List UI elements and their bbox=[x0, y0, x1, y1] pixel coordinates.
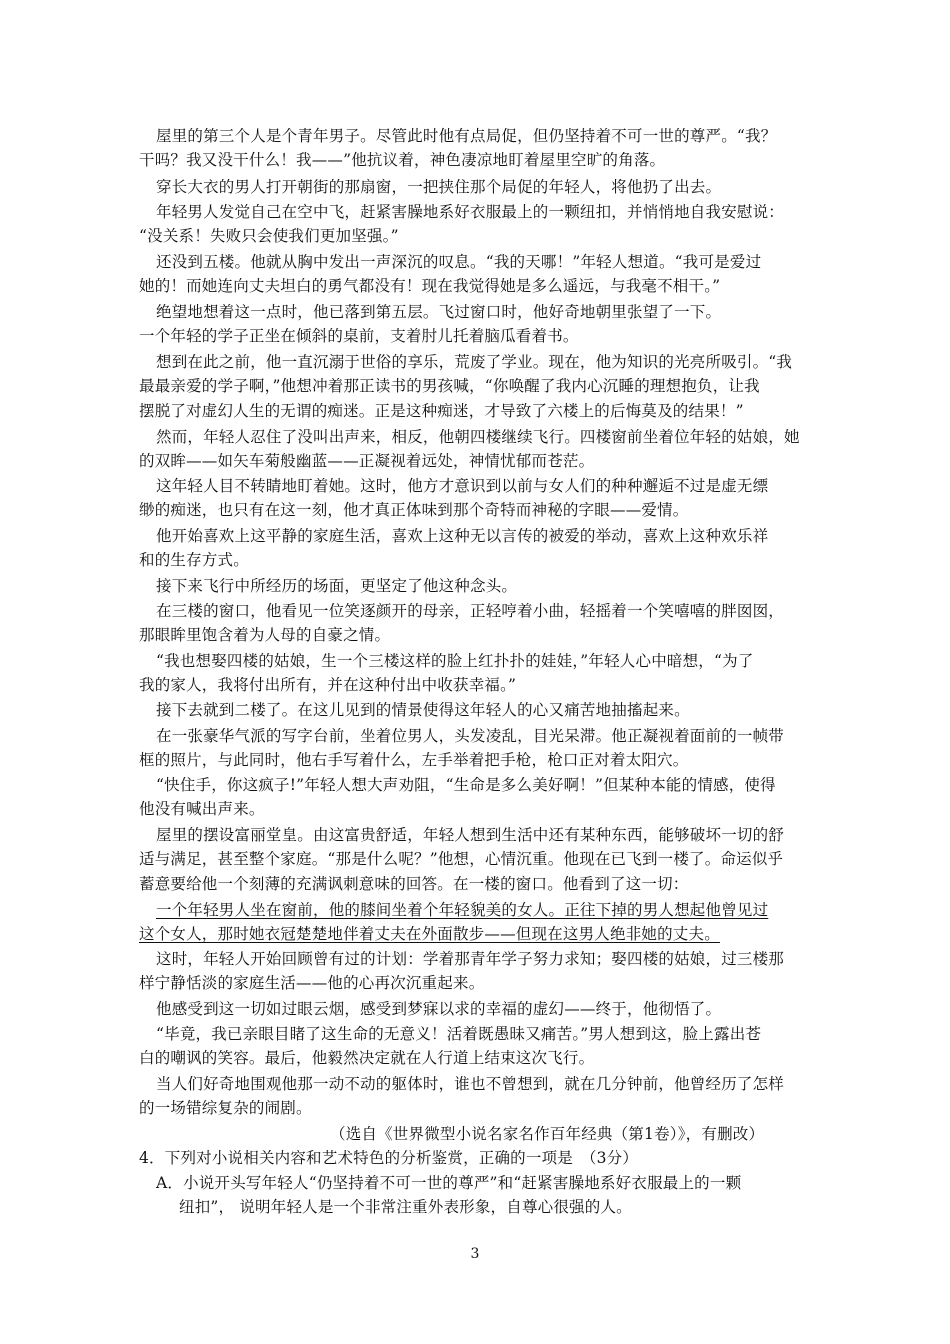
text-line: 屋里的第三个人是个青年男子。尽管此时他有点局促，但仍坚持着不可一世的尊严。“我？ bbox=[156, 127, 777, 145]
text-line: “毕竟，我已亲眼目睹了这生命的无意义！活着既愚昧又痛苦。”男人想到这，脸上露出苍 bbox=[156, 1025, 762, 1043]
question-4: 4．下列对小说相关内容和艺术特色的分析鉴赏，正确的一项是 （3分） bbox=[139, 1149, 639, 1167]
text-line: 穿长大衣的男人打开朝街的那扇窗，一把挟住那个局促的年轻人，将他扔了出去。 bbox=[156, 178, 722, 196]
text-line: 在三楼的窗口，他看见一位笑逐颜开的母亲，正轻哼着小曲，轻摇着一个笑嘻嘻的胖囡囡， bbox=[156, 602, 785, 620]
text-line: 摆脱了对虚幻人生的无谓的痴迷。正是这种痴迷，才导致了六楼上的后悔莫及的结果！” bbox=[139, 402, 744, 420]
option-a-continued: 纽扣”， 说明年轻人是一个非常注重外表形象，自尊心很强的人。 bbox=[179, 1198, 632, 1216]
text-line: 他感受到这一切如过眼云烟，感受到梦寐以求的幸福的虚幻——终于，他彻悟了。 bbox=[156, 1000, 722, 1018]
text-line: 他没有喊出声来。 bbox=[139, 800, 265, 818]
text-line: 白的嘲讽的笑容。最后，他毅然决定就在人行道上结束这次飞行。 bbox=[139, 1049, 595, 1067]
text-line: 干吗？我又没干什么！我——”他抗议着，神色凄凉地盯着屋里空旷的角落。 bbox=[139, 151, 666, 169]
text-line: 还没到五楼。他就从胸中发出一声深沉的叹息。“我的天哪！”年轻人想道。“我可是爱过 bbox=[156, 253, 762, 271]
text-line: 接下去就到二楼了。在这儿见到的情景使得这年轻人的心又痛苦地抽搐起来。 bbox=[156, 701, 690, 719]
text-line: 蓄意要给他一个刻薄的充满讽刺意味的回答。在一楼的窗口。他看到了这一切： bbox=[139, 875, 689, 893]
text-line: “我也想娶四楼的姑娘，生一个三楼这样的脸上红扑扑的娃娃，”年轻人心中暗想，“为了 bbox=[156, 652, 754, 670]
text-line: 适与满足，甚至整个家庭。“那是什么呢？”他想，心情沉重。他现在已飞到一楼了。命运似乎 bbox=[139, 850, 784, 868]
text-line: 在一张豪华气派的写字台前，坐着位男人，头发凌乱，目光呆滞。他正凝视着面前的一帧带 bbox=[156, 727, 785, 745]
text-line: 然而，年轻人忍住了没叫出声来，相反，他朝四楼继续飞行。四楼窗前坐着位年轻的姑娘，她 bbox=[156, 428, 800, 446]
text-line: 的双眸——如矢车菊般幽蓝——正凝视着远处，神情忧郁而苍茫。 bbox=[139, 452, 595, 470]
text-line: 的一场错综复杂的闹剧。 bbox=[139, 1099, 312, 1117]
text-line: 他开始喜欢上这平静的家庭生活，喜欢上这种无以言传的被爱的举动，喜欢上这种欢乐祥 bbox=[156, 527, 769, 545]
page-number: 3 bbox=[470, 1246, 480, 1262]
text-line: 她的！而她连向丈夫坦白的勇气都没有！现在我觉得她是多么遥远，与我毫不相干。” bbox=[139, 277, 721, 295]
text-line: 那眼眸里饱含着为人母的自豪之情。 bbox=[139, 626, 391, 644]
text-line: 我的家人，我将付出所有，并在这种付出中收获幸福。” bbox=[139, 676, 517, 694]
underlined-text-line: 一个年轻男人坐在窗前，他的膝间坐着个年轻貌美的女人。正往下掉的男人想起他曾见过 bbox=[156, 901, 769, 919]
source-citation: （选自《世界微型小说名家名作百年经典（第1卷）》，有删改） bbox=[330, 1125, 765, 1143]
text-line: 缈的痴迷，也只有在这一刻，他才真正体味到那个奇特而神秘的字眼——爱情。 bbox=[139, 501, 689, 519]
text-line: 年轻男人发觉自己在空中飞，赶紧害臊地系好衣服最上的一颗纽扣，并悄悄地自我安慰说： bbox=[156, 203, 785, 221]
text-line: 样宁静恬淡的家庭生活——他的心再次沉重起来。 bbox=[139, 974, 485, 992]
text-line: 这时，年轻人开始回顾曾有过的计划：学着那青年学子努力求知；娶四楼的姑娘，过三楼那 bbox=[156, 950, 785, 968]
text-line: 绝望地想着这一点时，他已落到第五层。飞过窗口时，他好奇地朝里张望了一下。 bbox=[156, 303, 722, 321]
text-line: 框的照片，与此同时，他右手写着什么，左手举着把手枪，枪口正对着太阳穴。 bbox=[139, 751, 689, 769]
text-line: 一个年轻的学子正坐在倾斜的桌前，支着肘儿托着脑瓜看着书。 bbox=[139, 327, 579, 345]
option-a: A．小说开头写年轻人“仍坚持着不可一世的尊严”和“赶紧害臊地系好衣服最上的一颗 bbox=[156, 1174, 742, 1192]
text-line: 屋里的摆设富丽堂皇。由这富贵舒适，年轻人想到生活中还有某种东西，能够破坏一切的舒 bbox=[156, 826, 785, 844]
text-line: 最最亲爱的学子啊，”他想冲着那正读书的男孩喊，“你唤醒了我内心沉睡的理想抱负，让我 bbox=[139, 377, 760, 395]
text-line: 想到在此之前，他一直沉溺于世俗的享乐，荒废了学业。现在，他为知识的光亮所吸引。“我 bbox=[156, 353, 793, 371]
text-line: 这年轻人目不转睛地盯着她。这时，他方才意识到以前与女人们的种种邂逅不过是虚无缥 bbox=[156, 477, 769, 495]
text-line: “快住手，你这疯子!”年轻人想大声劝阻，“生命是多么美好啊！”但某种本能的情感，使得 bbox=[156, 776, 776, 794]
text-line: “没关系！失败只会使我们更加坚强。” bbox=[139, 227, 399, 245]
text-line: 接下来飞行中所经历的场面，更坚定了他这种念头。 bbox=[156, 577, 518, 595]
text-line: 当人们好奇地围观他那一动不动的躯体时，谁也不曾想到，就在几分钟前，他曾经历了怎样 bbox=[156, 1075, 785, 1093]
text-line: 和的生存方式。 bbox=[139, 551, 249, 569]
underlined-text-line: 这个女人，那时她衣冠楚楚地伴着丈夫在外面散步——但现在这男人绝非她的丈夫。 bbox=[139, 925, 720, 943]
